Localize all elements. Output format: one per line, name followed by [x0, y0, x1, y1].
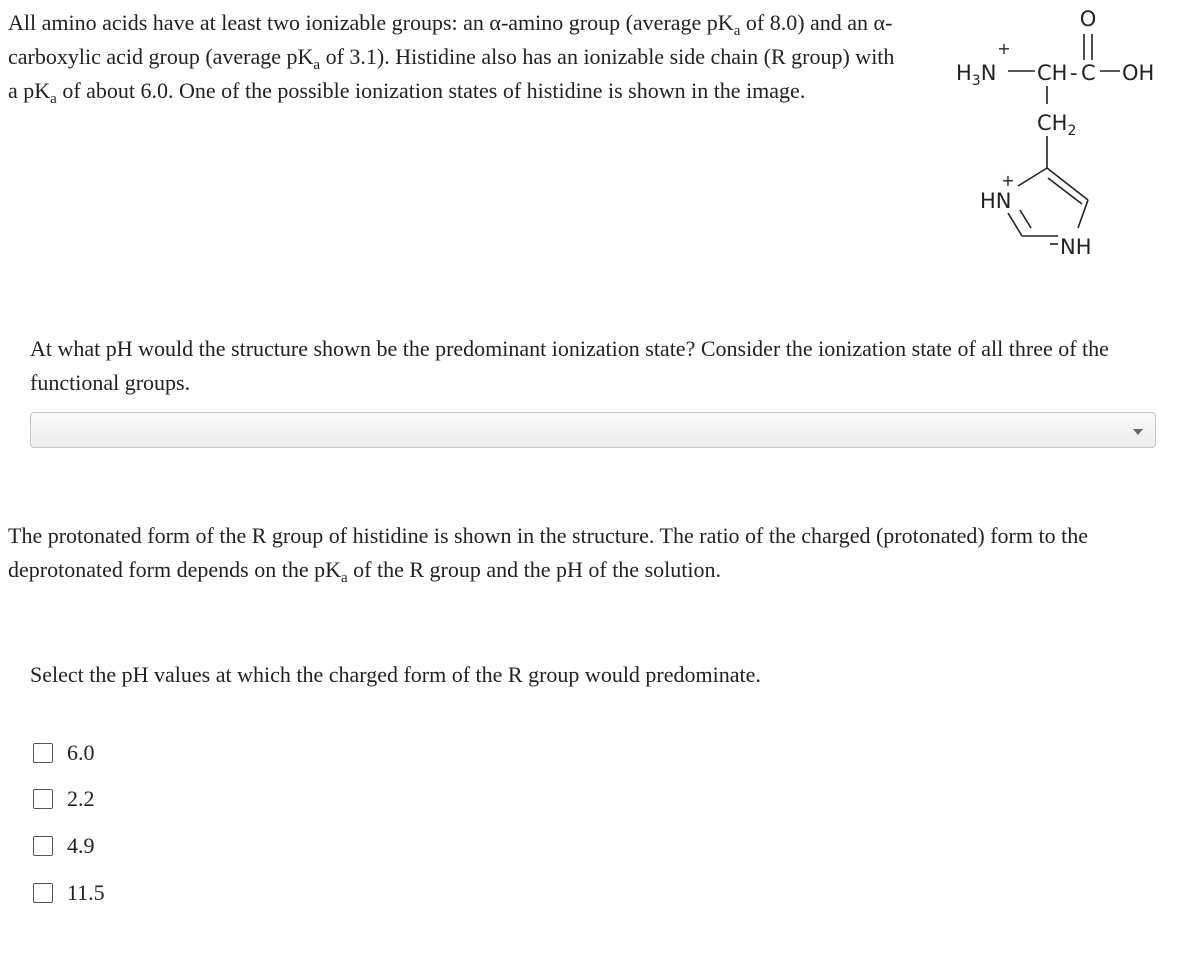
bond-dash: -	[1070, 61, 1078, 85]
ring-bond	[1047, 168, 1088, 200]
option-label: 11.5	[67, 880, 105, 905]
option-label: 6.0	[67, 740, 95, 765]
option-label: 4.9	[67, 833, 95, 858]
histidine-structure	[940, 0, 1190, 275]
checkbox[interactable]	[33, 789, 53, 809]
checkbox[interactable]	[33, 883, 53, 903]
ring-bond	[1078, 200, 1088, 228]
ring-nh: NH	[1060, 235, 1092, 259]
checkbox[interactable]	[33, 836, 53, 856]
alpha-carbon: CH	[1037, 61, 1068, 85]
amino-plus-charge: +	[997, 39, 1011, 58]
ring-bond	[1008, 213, 1022, 236]
hydroxyl-group: OH	[1122, 61, 1155, 85]
pka-subscript: a	[50, 91, 57, 107]
ch2-group: $CH_2$	[1037, 111, 1077, 139]
ph-answer-dropdown[interactable]	[30, 412, 1156, 448]
question-select-ph: Select the pH values at which the charged form of the R group would predominate.	[30, 662, 761, 687]
pka-subscript: a	[313, 57, 321, 73]
amino-group: $H_3N$	[956, 61, 997, 89]
ring-plus-charge: +	[1001, 171, 1015, 190]
intro-paragraph	[8, 6, 908, 108]
explanation-text-2: of the R group and the pH of the solution.	[347, 557, 721, 582]
intro-text-1: All amino acids have at least two ionizable groups: an α-amino group (average pK	[8, 10, 734, 35]
pka-subscript: a	[733, 23, 741, 39]
pka-subscript: a	[340, 570, 348, 586]
explanation-paragraph	[8, 519, 1188, 587]
ring-bond	[1018, 168, 1047, 186]
checkbox[interactable]	[33, 743, 53, 763]
ring-nh-plus: HN	[980, 189, 1012, 213]
carboxyl-carbon: C	[1081, 61, 1096, 85]
option-label: 2.2	[67, 786, 95, 811]
ring-double-bond	[1020, 210, 1031, 228]
chevron-down-icon	[1133, 429, 1143, 435]
intro-text-3: of 3.1). Histidine also has an ionizable side chain (R group) with a pK	[8, 44, 895, 103]
question-predominant-ph: At what pH would the structure shown be the predominant ionization state? Consider the ionization state of all three of the functional groups.	[30, 336, 1109, 395]
explanation-text-1: The protonated form of the R group of histidine is shown in the structure. The ratio of the charged (protonated) form to the deprotonated form depends on the pK	[8, 523, 1088, 582]
intro-text-4: of about 6.0. One of the possible ionization states of histidine is shown in the image.	[56, 78, 806, 103]
intro-text-2: of 8.0) and an α-carboxylic acid group (average pK	[8, 10, 893, 69]
carbonyl-oxygen: O	[1079, 7, 1097, 31]
